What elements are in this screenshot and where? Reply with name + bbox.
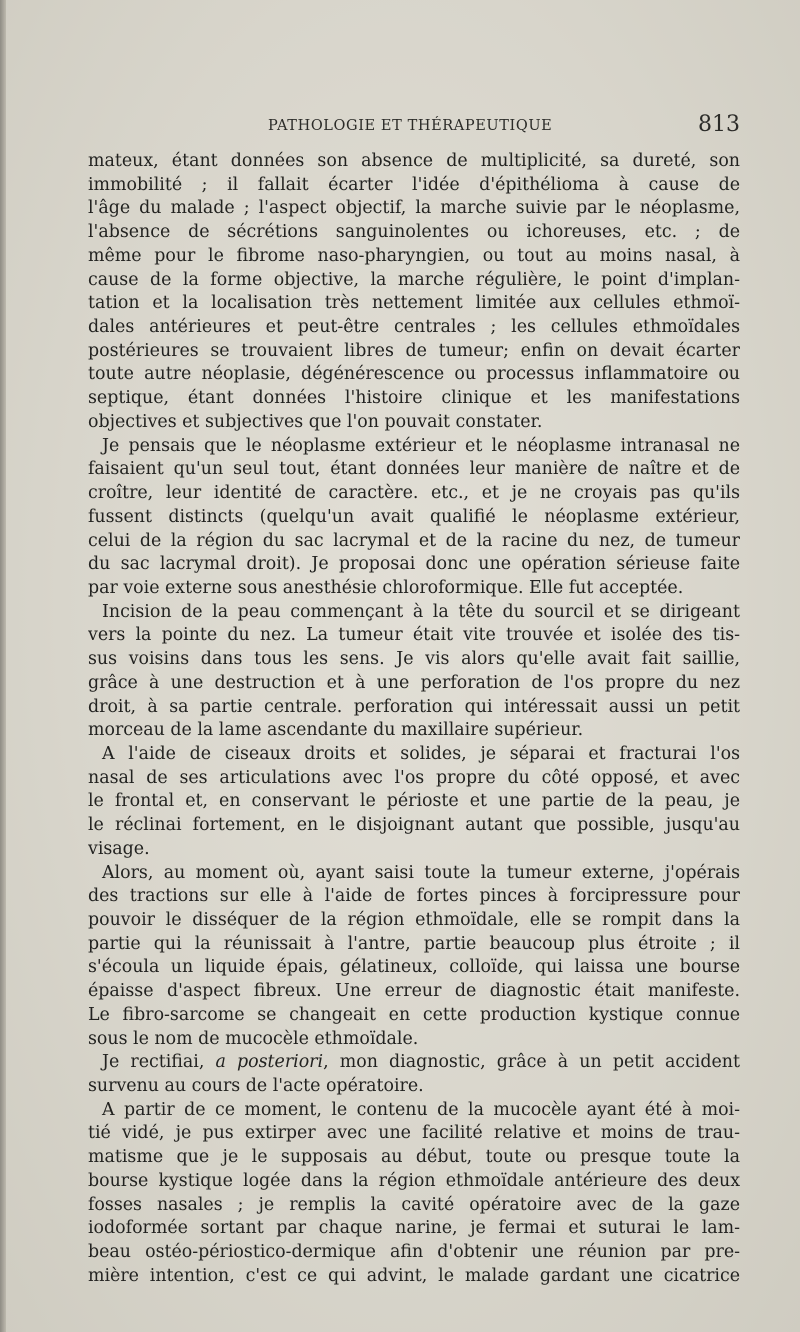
text-line: du sac lacrymal droit). Je proposai donc une opération sérieuse faite (88, 554, 740, 575)
text-line: dales antérieures et peut-être centrales ; les cellules ethmoïdales (88, 317, 740, 338)
text-line: tié vidé, je pus extirper avec une facilité relative et moins de trau- (88, 1123, 740, 1144)
binding-edge (0, 0, 6, 1332)
text-line: beau ostéo-périostico-dermique afin d'obtenir une réunion par pre- (88, 1242, 740, 1263)
text-line: septique, étant données l'histoire clinique et les manifestations (88, 388, 740, 409)
text-line: fussent distincts (quelqu'un avait qualifié le néoplasme extérieur, (88, 506, 740, 527)
text-line: nasal de ses articulations avec l'os propre du côté opposé, et avec (88, 767, 740, 788)
text-line: A partir de ce moment, le contenu de la mucocèle ayant été à moi- (102, 1099, 740, 1120)
text-line: faisaient qu'un seul tout, étant données leur manière de naître et de (88, 459, 740, 480)
text-line: le réclinai fortement, en le disjoignant autant que possible, jusqu'au (88, 815, 740, 836)
text-line: postérieures se trouvaient libres de tumeur; enfin on devait écarter (88, 340, 740, 361)
text-line: épaisse d'aspect fibreux. Une erreur de diagnostic était manifeste. (88, 981, 740, 1002)
text-line: sus voisins dans tous les sens. Je vis alors qu'elle avait fait saillie, (88, 649, 740, 670)
text-line: droit, à sa partie centrale. perforation qui intéressait aussi un petit (88, 696, 740, 717)
text-line: pouvoir le disséquer de la région ethmoïdale, elle se rompit dans la (88, 910, 740, 930)
text-line: matisme que je le supposais au début, toute ou presque toute la (88, 1147, 740, 1168)
text-line: partie qui la réunissait à l'antre, partie beaucoup plus étroite ; il (88, 933, 740, 954)
text-line: Le fibro-sarcome se changeait en cette production kystique connue (88, 1004, 740, 1025)
text-line: Je pensais que le néoplasme extérieur et le néoplasme intranasal ne (102, 435, 740, 456)
page-header (88, 112, 740, 140)
text-line: toute autre néoplasie, dégénérescence ou processus inflammatoire ou (88, 364, 740, 385)
text-line: tation et la localisation très nettement limitée aux cellules ethmoï- (88, 293, 740, 314)
text-line: fosses nasales ; je remplis la cavité opératoire avec de la gaze (88, 1194, 740, 1215)
text-line: même pour le fibrome naso-pharyngien, ou tout au moins nasal, à (88, 245, 740, 266)
text-line: Incision de la peau commençant à la tête du sourcil et se dirigeant (102, 601, 740, 622)
text-line: objectives et subjectives que l'on pouvait constater. (88, 411, 543, 432)
text-line: des tractions sur elle à l'aide de fortes pinces à forcipressure pour (88, 886, 740, 907)
text-line: sous le nom de mucocèle ethmoïdale. (88, 1028, 419, 1049)
text-line: visage. (88, 838, 150, 859)
text-line: vers la pointe du nez. La tumeur était vite trouvée et isolée des tis- (88, 625, 740, 646)
text-line: bourse kystique logée dans la région ethmoïdale antérieure des deux (88, 1170, 740, 1191)
page-number: 813 (698, 112, 740, 137)
text-line: celui de la région du sac lacrymal et de la racine du nez, de tumeur (88, 530, 740, 551)
text-line: morceau de la lame ascendante du maxillaire supérieur. (88, 720, 584, 741)
italic-phrase: a posteriori (215, 1052, 324, 1073)
text-line: grâce à une destruction et à une perforation de l'os propre du nez (88, 672, 740, 693)
text-fragment: Je rectifiai, (102, 1052, 216, 1073)
text-line: croître, leur identité de caractère. etc., et je ne croyais pas qu'ils (88, 483, 740, 504)
text-line: immobilité ; il fallait écarter l'idée d'épithélioma à cause de (88, 174, 740, 195)
text-line: A l'aide de ciseaux droits et solides, je séparai et fracturai l'os (102, 743, 740, 764)
text-line: le frontal et, en conservant le périoste et une partie de la peau, je (88, 791, 740, 812)
text-line: mière intention, c'est ce qui advint, le malade gardant une cicatrice (88, 1265, 740, 1286)
body-text (88, 150, 740, 1289)
text-line: cause de la forme objective, la marche régulière, le point d'implan- (88, 269, 740, 290)
text-line: survenu au cours de l'acte opératoire. (88, 1076, 424, 1097)
text-line: l'absence de sécrétions sanguinolentes ou ichoreuses, etc. ; de (88, 222, 740, 243)
text-line: Alors, au moment où, ayant saisi toute la tumeur externe, j'opérais (102, 862, 740, 883)
text-line: s'écoula un liquide épais, gélatineux, colloïde, qui laissa une bourse (88, 957, 740, 978)
text-line (88, 1051, 740, 1075)
text-fragment: , mon diagnostic, grâce à un petit accident (323, 1052, 740, 1073)
text-line: l'âge du malade ; l'aspect objectif, la marche suivie par le néoplasme, (88, 198, 740, 219)
text-line: par voie externe sous anesthésie chloroformique. Elle fut acceptée. (88, 577, 684, 598)
running-title: PATHOLOGIE ET THÉRAPEUTIQUE (268, 118, 553, 134)
text-line: mateux, étant données son absence de multiplicité, sa dureté, son (88, 151, 740, 171)
text-line: iodoformée sortant par chaque narine, je fermai et suturai le lam- (88, 1218, 740, 1239)
